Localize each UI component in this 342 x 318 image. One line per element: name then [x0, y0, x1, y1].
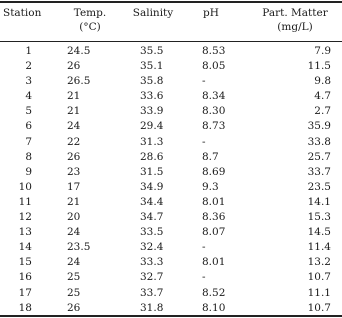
header-ph	[196, 6, 226, 20]
header-salinity-label: Salinity	[132, 7, 174, 19]
cell-particulate-matter: 15.3	[307, 211, 331, 224]
cell-ph: 8.34	[202, 90, 226, 103]
cell-salinity: 31.8	[140, 301, 164, 314]
header-particulate-matter	[256, 6, 334, 34]
cell-ph: 8.7	[202, 150, 219, 163]
header-station-label: Station	[3, 7, 42, 19]
cell-particulate-matter: 25.7	[307, 150, 331, 163]
cell-temp: 21	[67, 195, 81, 208]
cell-ph: 8.69	[202, 165, 226, 178]
cell-temp: 25	[67, 286, 81, 299]
cell-temp: 23	[67, 165, 81, 178]
cell-ph: -	[202, 135, 206, 148]
table-row	[0, 135, 342, 150]
cell-station: 9	[25, 165, 32, 178]
cell-salinity: 29.4	[140, 120, 164, 133]
cell-particulate-matter: 14.5	[307, 226, 331, 239]
table-row	[0, 89, 342, 104]
cell-ph: -	[202, 75, 206, 88]
table-top-rule	[0, 1, 342, 3]
header-salinity	[128, 6, 178, 20]
header-temp	[68, 6, 112, 34]
cell-ph: 8.07	[202, 226, 226, 239]
cell-salinity: 31.5	[140, 165, 164, 178]
table-row	[0, 210, 342, 225]
cell-particulate-matter: 10.7	[307, 301, 331, 314]
cell-temp: 21	[67, 90, 81, 103]
cell-temp: 24	[67, 120, 81, 133]
cell-salinity: 32.4	[140, 241, 164, 254]
table-row	[0, 104, 342, 119]
cell-temp: 26	[67, 150, 81, 163]
cell-station: 14	[18, 241, 32, 254]
cell-salinity: 33.3	[140, 256, 164, 269]
table-row	[0, 255, 342, 270]
cell-station: 5	[25, 105, 32, 118]
cell-salinity: 33.7	[140, 286, 164, 299]
table-row	[0, 225, 342, 240]
cell-particulate-matter: 2.7	[314, 105, 331, 118]
cell-particulate-matter: 14.1	[307, 195, 331, 208]
cell-station: 16	[18, 271, 32, 284]
cell-ph: 9.3	[202, 180, 219, 193]
table-row	[0, 301, 342, 316]
cell-station: 8	[25, 150, 32, 163]
cell-particulate-matter: 7.9	[314, 45, 331, 57]
cell-station: 13	[18, 226, 32, 239]
header-temp-label: Temp.	[73, 7, 107, 19]
cell-station: 6	[25, 120, 32, 133]
cell-station: 2	[25, 60, 32, 73]
header-pm-label: Part. Matter	[262, 7, 328, 19]
table-row	[0, 286, 342, 301]
cell-ph: 8.73	[202, 120, 226, 133]
cell-salinity: 35.5	[140, 45, 164, 57]
cell-ph: 8.01	[202, 195, 226, 208]
cell-particulate-matter: 13.2	[307, 256, 331, 269]
cell-particulate-matter: 10.7	[307, 271, 331, 284]
cell-salinity: 34.7	[140, 211, 164, 224]
table-header-rule	[0, 41, 342, 42]
cell-temp: 26	[67, 60, 81, 73]
cell-station: 11	[18, 195, 32, 208]
header-ph-label: pH	[203, 7, 219, 19]
cell-ph: 8.53	[202, 45, 226, 57]
cell-station: 1	[25, 45, 32, 57]
cell-station: 15	[18, 256, 32, 269]
cell-station: 12	[18, 211, 32, 224]
cell-temp: 26.5	[67, 75, 91, 88]
table-row	[0, 270, 342, 285]
cell-salinity: 33.9	[140, 105, 164, 118]
cell-ph: 8.01	[202, 256, 226, 269]
header-temp-unit: (°C)	[79, 21, 101, 33]
cell-particulate-matter: 9.8	[314, 75, 331, 88]
cell-particulate-matter: 33.8	[307, 135, 331, 148]
cell-station: 7	[25, 135, 32, 148]
cell-particulate-matter: 11.5	[307, 60, 331, 73]
cell-ph: 8.52	[202, 286, 226, 299]
cell-salinity: 32.7	[140, 271, 164, 284]
cell-particulate-matter: 11.4	[307, 241, 331, 254]
cell-temp: 24	[67, 226, 81, 239]
cell-temp: 17	[67, 180, 81, 193]
cell-temp: 25	[67, 271, 81, 284]
cell-salinity: 31.3	[140, 135, 164, 148]
table-row	[0, 74, 342, 89]
cell-particulate-matter: 35.9	[307, 120, 331, 133]
cell-station: 17	[18, 286, 32, 299]
cell-particulate-matter: 11.1	[307, 286, 331, 299]
table-row	[0, 165, 342, 180]
table-row	[0, 180, 342, 195]
table-row	[0, 240, 342, 255]
cell-particulate-matter: 33.7	[307, 165, 331, 178]
cell-temp: 22	[67, 135, 81, 148]
cell-ph: 8.10	[202, 301, 226, 314]
table-header-row	[0, 6, 342, 40]
cell-station: 3	[25, 75, 32, 88]
table-row	[0, 195, 342, 210]
cell-station: 10	[18, 180, 32, 193]
cell-temp: 20	[67, 211, 81, 224]
cell-temp: 21	[67, 105, 81, 118]
table-row	[0, 119, 342, 134]
cell-temp: 26	[67, 301, 81, 314]
cell-salinity: 35.8	[140, 75, 164, 88]
cell-station: 18	[18, 301, 32, 314]
cell-ph: 8.05	[202, 60, 226, 73]
cell-salinity: 34.9	[140, 180, 164, 193]
cell-ph: 8.30	[202, 105, 226, 118]
cell-temp: 24.5	[67, 45, 91, 57]
header-station	[3, 6, 41, 20]
cell-salinity: 34.4	[140, 195, 164, 208]
table-bottom-rule	[0, 315, 342, 317]
cell-temp: 23.5	[67, 241, 91, 254]
table-row	[0, 44, 342, 59]
table-row	[0, 150, 342, 165]
cell-station: 4	[25, 90, 32, 103]
cell-particulate-matter: 4.7	[314, 90, 331, 103]
cell-salinity: 28.6	[140, 150, 164, 163]
cell-ph: -	[202, 241, 206, 254]
cell-salinity: 35.1	[140, 60, 164, 73]
header-pm-unit: (mg/L)	[277, 21, 313, 33]
cell-temp: 24	[67, 256, 81, 269]
cell-ph: 8.36	[202, 211, 226, 224]
cell-ph: -	[202, 271, 206, 284]
cell-salinity: 33.5	[140, 226, 164, 239]
cell-particulate-matter: 23.5	[307, 180, 331, 193]
table-body	[0, 44, 342, 316]
table-row	[0, 59, 342, 74]
cell-salinity: 33.6	[140, 90, 164, 103]
